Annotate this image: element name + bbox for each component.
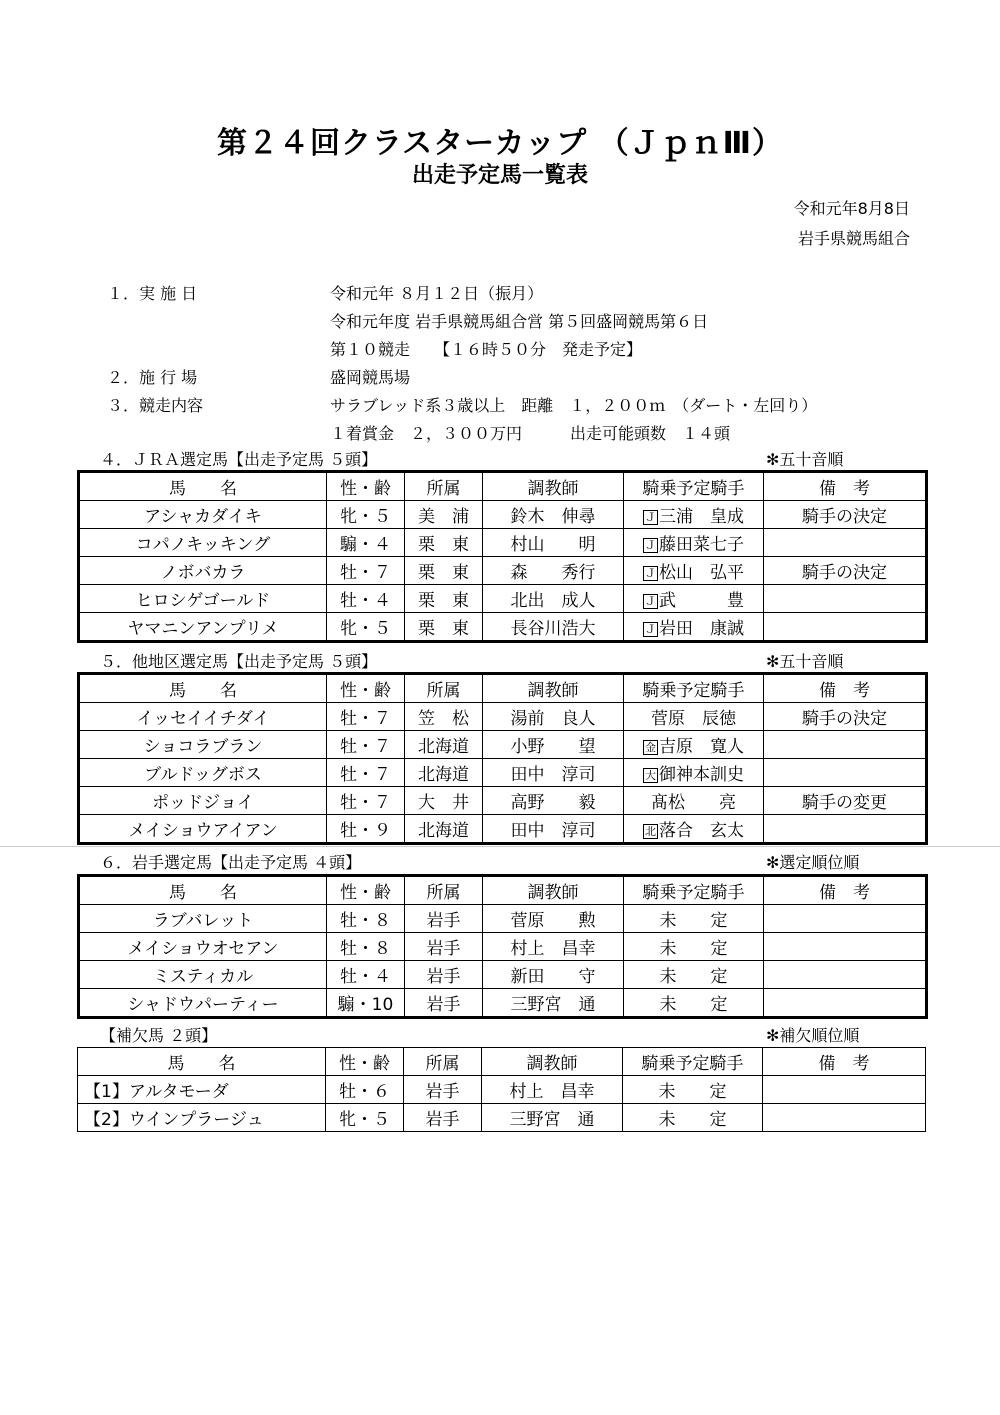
- section-order-note: ✻五十音順: [766, 450, 844, 469]
- jockey-affiliation-badge: 北: [645, 825, 656, 838]
- column-header: 備 考: [764, 674, 927, 703]
- jockey-cell: [623, 1076, 763, 1104]
- trainer-cell: 田中 淳司: [483, 815, 624, 844]
- sex-age-cell: 牝・５: [327, 613, 405, 642]
- jockey-cell: [624, 933, 764, 961]
- table-row: [79, 961, 927, 989]
- trainer-cell: 新田 守: [483, 961, 624, 989]
- table-row: [79, 787, 927, 815]
- jockey-affiliation-badge: Ｊ: [645, 595, 656, 608]
- table-row: [79, 933, 927, 961]
- column-header: 性・齢: [326, 1048, 404, 1076]
- trainer-cell: 鈴木 伸尋: [483, 501, 624, 529]
- horse-name-cell: ラブバレット: [79, 905, 327, 933]
- horse-name-cell: メイショウオセアン: [79, 933, 327, 961]
- affiliation-cell: 岩手: [404, 1104, 482, 1132]
- column-header: 性・齢: [327, 472, 405, 501]
- affiliation-cell: 笠 松: [405, 703, 483, 731]
- jockey-name: 未 定: [659, 939, 728, 959]
- jockey-name: 未 定: [658, 1110, 727, 1130]
- divider: [0, 846, 1000, 847]
- column-header: 所属: [405, 674, 483, 703]
- column-header: 調教師: [482, 1048, 623, 1076]
- affiliation-cell: 北海道: [405, 759, 483, 787]
- remark-cell: [764, 529, 927, 557]
- horse-name-cell: 【1】アルタモーダ: [78, 1076, 326, 1104]
- table-row: [79, 585, 927, 613]
- remark-cell: [764, 815, 927, 844]
- trainer-cell: 村上 昌幸: [482, 1076, 623, 1104]
- section-order-note: ✻五十音順: [766, 652, 844, 671]
- info-value: １着賞金 ２，３００万円 出走可能頭数 １４頭: [330, 424, 731, 443]
- table-row: [79, 613, 927, 642]
- remark-cell: [764, 613, 927, 642]
- affiliation-cell: 岩手: [405, 933, 483, 961]
- column-header: 備 考: [764, 472, 927, 501]
- trainer-cell: 小野 望: [483, 731, 624, 759]
- jockey-cell: [624, 529, 764, 557]
- table-row: [79, 759, 927, 787]
- column-header: 調教師: [483, 876, 624, 905]
- jockey-name: 未 定: [659, 911, 728, 931]
- issuer-org: 岩手県競馬組合: [797, 229, 910, 248]
- affiliation-cell: 栗 東: [405, 557, 483, 585]
- horse-name-cell: アシャカダイキ: [79, 501, 327, 529]
- remark-cell: [763, 1076, 926, 1104]
- jockey-affiliation-badge: 大: [645, 769, 656, 782]
- horse-name-cell: シャドウパーティー: [79, 989, 327, 1018]
- column-header: 馬 名: [79, 674, 327, 703]
- table-row: [79, 703, 927, 731]
- jockey-name: 未 定: [659, 995, 728, 1015]
- column-header: 調教師: [483, 472, 624, 501]
- affiliation-cell: 岩手: [405, 905, 483, 933]
- table-header-row: [79, 472, 927, 501]
- section-order-note: ✻補欠順位順: [766, 1026, 860, 1045]
- column-header: 所属: [405, 472, 483, 501]
- column-header: 騎乗予定騎手: [623, 1048, 763, 1076]
- affiliation-cell: 栗 東: [405, 613, 483, 642]
- trainer-cell: 村上 昌幸: [483, 933, 624, 961]
- jockey-cell: [624, 815, 764, 844]
- remark-cell: 騎手の決定: [764, 557, 927, 585]
- sex-age-cell: 牝・５: [326, 1104, 404, 1132]
- info-label: １．実 施 日: [107, 284, 198, 303]
- jockey-cell: [624, 731, 764, 759]
- column-header: 備 考: [764, 876, 927, 905]
- section-title: ５．他地区選定馬【出走予定馬 ５頭】: [100, 652, 378, 671]
- trainer-cell: 長谷川浩大: [483, 613, 624, 642]
- column-header: 騎乗予定騎手: [624, 876, 764, 905]
- remark-cell: [764, 905, 927, 933]
- column-header: 所属: [404, 1048, 482, 1076]
- jockey-name: 吉原 寛人: [659, 737, 744, 757]
- horse-name-cell: コパノキッキング: [79, 529, 327, 557]
- jockey-name: 御神本訓史: [659, 765, 744, 785]
- sex-age-cell: 牡・４: [327, 961, 405, 989]
- info-label: ３．競走内容: [107, 396, 204, 415]
- jockey-cell: [624, 501, 764, 529]
- table-header-row: [78, 1048, 926, 1076]
- column-header: 備 考: [763, 1048, 926, 1076]
- entry-table: [77, 672, 928, 845]
- sex-age-cell: 牡・４: [327, 585, 405, 613]
- sex-age-cell: 牡・８: [327, 905, 405, 933]
- remark-cell: [763, 1104, 926, 1132]
- table-row: [79, 731, 927, 759]
- sex-age-cell: 牡・９: [327, 815, 405, 844]
- column-header: 馬 名: [78, 1048, 326, 1076]
- horse-name-cell: ミスティカル: [79, 961, 327, 989]
- horse-name-cell: ポッドジョイ: [79, 787, 327, 815]
- affiliation-cell: 岩手: [405, 961, 483, 989]
- jockey-cell: [624, 557, 764, 585]
- horse-name-cell: ヒロシゲゴールド: [79, 585, 327, 613]
- jockey-name: 髙松 亮: [651, 793, 736, 813]
- horse-name-cell: イッセイイチダイ: [79, 703, 327, 731]
- trainer-cell: 高野 毅: [483, 787, 624, 815]
- table-row: [78, 1104, 926, 1132]
- jockey-cell: [624, 613, 764, 642]
- trainer-cell: 湯前 良人: [483, 703, 624, 731]
- sex-age-cell: 牡・８: [327, 933, 405, 961]
- info-label: ２．施 行 場: [107, 368, 198, 387]
- jockey-cell: [623, 1104, 763, 1132]
- table-row: [79, 557, 927, 585]
- trainer-cell: 村山 明: [483, 529, 624, 557]
- info-value: サラブレッド系３歳以上 距離 １，２００ｍ （ダート・左回り）: [330, 396, 818, 415]
- column-header: 性・齢: [327, 876, 405, 905]
- table-row: [79, 989, 927, 1018]
- table-row: [78, 1076, 926, 1104]
- column-header: 騎乗予定騎手: [624, 674, 764, 703]
- sex-age-cell: 牡・７: [327, 759, 405, 787]
- table-header-row: [79, 674, 927, 703]
- affiliation-cell: 岩手: [405, 989, 483, 1018]
- page-title: 第２４回クラスターカップ （ＪｐｎⅢ）: [216, 126, 783, 161]
- jockey-cell: [624, 703, 764, 731]
- sex-age-cell: 牡・７: [327, 731, 405, 759]
- section-title: ６．岩手選定馬【出走予定馬 ４頭】: [100, 853, 362, 872]
- jockey-name: 落合 玄太: [659, 821, 744, 841]
- horse-name-cell: ショコラブラン: [79, 731, 327, 759]
- jockey-affiliation-badge: Ｊ: [645, 623, 656, 636]
- affiliation-cell: 北海道: [405, 815, 483, 844]
- column-header: 性・齢: [327, 674, 405, 703]
- remark-cell: 騎手の決定: [764, 703, 927, 731]
- affiliation-cell: 岩手: [404, 1076, 482, 1104]
- affiliation-cell: 北海道: [405, 731, 483, 759]
- jockey-affiliation-badge: 金: [645, 741, 656, 754]
- jockey-name: 松山 弘平: [659, 563, 744, 583]
- jockey-name: 三浦 皇成: [659, 507, 744, 527]
- jockey-cell: [624, 787, 764, 815]
- info-value: 令和元年度 岩手県競馬組合営 第５回盛岡競馬第６日: [330, 312, 709, 331]
- horse-name-cell: メイショウアイアン: [79, 815, 327, 844]
- column-header: 所属: [405, 876, 483, 905]
- jockey-cell: [624, 585, 764, 613]
- jockey-name: 未 定: [659, 967, 728, 987]
- jockey-name: 藤田菜七子: [659, 535, 744, 555]
- sex-age-cell: 騸・10: [327, 989, 405, 1018]
- remark-cell: [764, 759, 927, 787]
- jockey-name: 武 豊: [659, 591, 744, 611]
- jockey-name: 菅原 辰徳: [651, 709, 736, 729]
- sex-age-cell: 牝・５: [327, 501, 405, 529]
- remark-cell: [764, 961, 927, 989]
- sex-age-cell: 騸・４: [327, 529, 405, 557]
- trainer-cell: 三野宮 通: [482, 1104, 623, 1132]
- jockey-affiliation-badge: Ｊ: [645, 539, 656, 552]
- column-header: 調教師: [483, 674, 624, 703]
- section-title: 【補欠馬 ２頭】: [100, 1026, 218, 1045]
- jockey-cell: [624, 989, 764, 1018]
- remark-cell: [764, 731, 927, 759]
- affiliation-cell: 栗 東: [405, 585, 483, 613]
- section-title: ４．ＪＲＡ選定馬【出走予定馬 ５頭】: [100, 450, 378, 469]
- sex-age-cell: 牡・６: [326, 1076, 404, 1104]
- trainer-cell: 北出 成人: [483, 585, 624, 613]
- column-header: 馬 名: [79, 876, 327, 905]
- entry-table: [77, 470, 928, 643]
- table-row: [79, 905, 927, 933]
- remark-cell: 騎手の変更: [764, 787, 927, 815]
- affiliation-cell: 大 井: [405, 787, 483, 815]
- horse-name-cell: ノボバカラ: [79, 557, 327, 585]
- affiliation-cell: 美 浦: [405, 501, 483, 529]
- remark-cell: [764, 989, 927, 1018]
- jockey-name: 岩田 康誠: [659, 619, 744, 639]
- column-header: 馬 名: [79, 472, 327, 501]
- table-row: [79, 529, 927, 557]
- remark-cell: 騎手の決定: [764, 501, 927, 529]
- entry-table: [77, 1047, 926, 1132]
- jockey-affiliation-badge: Ｊ: [645, 567, 656, 580]
- jockey-cell: [624, 759, 764, 787]
- trainer-cell: 田中 淳司: [483, 759, 624, 787]
- sex-age-cell: 牡・７: [327, 703, 405, 731]
- sex-age-cell: 牡・７: [327, 557, 405, 585]
- horse-name-cell: 【2】ウインプラージュ: [78, 1104, 326, 1132]
- horse-name-cell: ブルドッグボス: [79, 759, 327, 787]
- section-order-note: ✻選定順位順: [766, 853, 860, 872]
- page-subtitle: 出走予定馬一覧表: [411, 163, 588, 188]
- jockey-cell: [624, 961, 764, 989]
- issue-date: 令和元年8月8日: [793, 199, 910, 218]
- trainer-cell: 菅原 勲: [483, 905, 624, 933]
- trainer-cell: 森 秀行: [483, 557, 624, 585]
- jockey-affiliation-badge: Ｊ: [645, 511, 656, 524]
- remark-cell: [764, 585, 927, 613]
- sex-age-cell: 牡・７: [327, 787, 405, 815]
- column-header: 騎乗予定騎手: [624, 472, 764, 501]
- jockey-cell: [624, 905, 764, 933]
- info-value: 盛岡競馬場: [330, 368, 411, 387]
- table-header-row: [79, 876, 927, 905]
- trainer-cell: 三野宮 通: [483, 989, 624, 1018]
- remark-cell: [764, 933, 927, 961]
- horse-name-cell: ヤマニンアンプリメ: [79, 613, 327, 642]
- table-row: [79, 501, 927, 529]
- affiliation-cell: 栗 東: [405, 529, 483, 557]
- jockey-name: 未 定: [658, 1082, 727, 1102]
- info-value: 第１０競走 【１６時５０分 発走予定】: [330, 340, 643, 359]
- entry-table: [77, 874, 928, 1019]
- info-value: 令和元年 ８月１２日（振月）: [330, 284, 544, 303]
- table-row: [79, 815, 927, 844]
